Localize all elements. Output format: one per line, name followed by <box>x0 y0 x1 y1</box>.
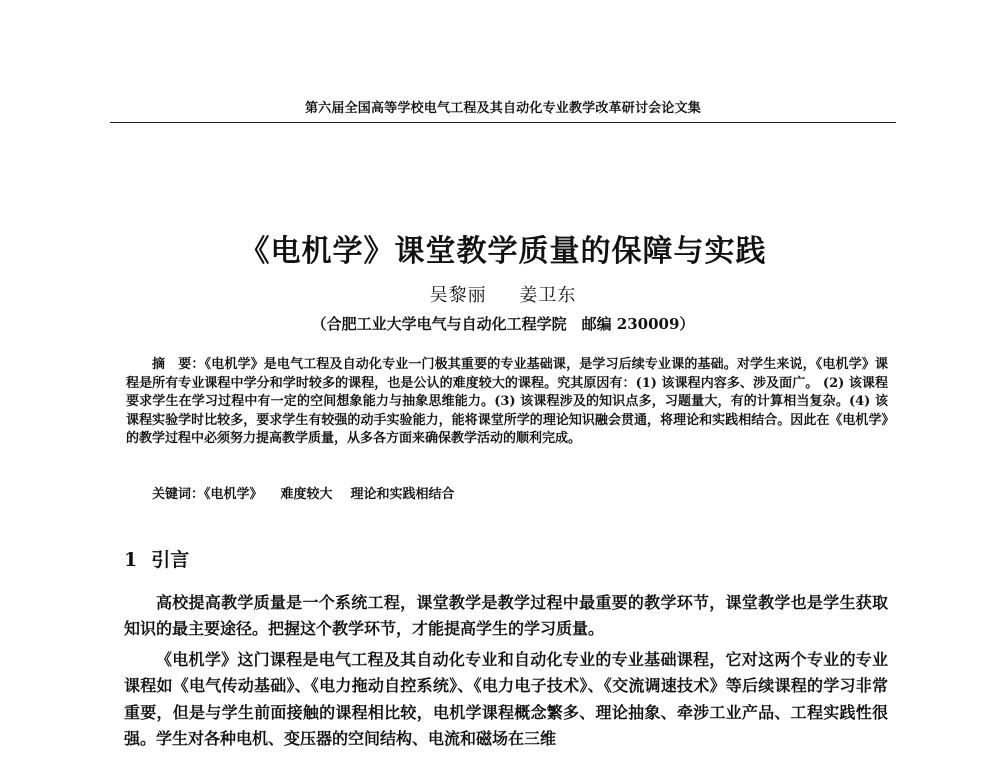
body-paragraph: 《电机学》这门课程是电气工程及其自动化专业和自动化专业的专业基础课程，它对这两个专业的专业课程如《电气传动基础》、《电力拖动自控系统》、《电力电子技术》、《交流调速技术》等后续课程的学习非常重要，但是与学生前面接触的课程相比较，电机学课程概念繁多、理论抽象、牵涉工业产品、工程实践性很强。学生对各种电机、变压器的空间结构、电流和磁场在三维 <box>124 650 888 749</box>
section-number: 1 <box>124 549 138 571</box>
paper-title: 《电机学》课堂教学质量的保障与实践 <box>239 234 767 270</box>
author-name: 吴黎丽 <box>429 285 487 306</box>
header-rule <box>110 122 896 123</box>
keywords <box>152 486 888 504</box>
author-list <box>110 284 896 308</box>
keyword: 理论和实践相结合 <box>350 487 455 502</box>
body-paragraph: 高校提高教学质量是一个系统工程，课堂教学是教学过程中最重要的教学环节，课堂教学也是学生获取知识的最主要途径。把握这个教学环节，才能提高学生的学习质量。 <box>124 593 888 639</box>
abstract: 摘 要：《电机学》是电气工程及自动化专业一门极其重要的专业基础课，是学习后续专业课的基础。对学生来说，《电机学》课程是所有专业课程中学分和学时较多的课程，也是公认的难度较大的课程。究其原因有：(1) 该课程内容多、涉及面广。 (2) 该课程要求学生在学习过程中有一定的空间想象能力与抽象思维能力。(3) 该课程涉及的知识点多，习题量大，有的计算相当复杂。(4) 该课程实验学时比较多，要求学生有较强的动手实验能力，能将课堂所学的理论知识融会贯通，将理论和实践相结合。因此在《电机学》的教学过程中必须努力提高教学质量，从多各方面来确保教学活动的顺利完成。 <box>126 357 888 447</box>
running-header: 第六届全国高等学校电气工程及其自动化专业教学改革研讨会论文集 <box>304 101 701 116</box>
keyword: 难度较大 <box>280 487 333 502</box>
keywords-label: 关键词： <box>152 487 205 502</box>
section-title: 引言 <box>151 549 190 571</box>
author-name: 姜卫东 <box>519 285 577 306</box>
author-affiliation: （合肥工业大学电气与自动化工程学院 邮编 230009） <box>311 315 695 333</box>
section-heading <box>124 548 189 572</box>
keyword: 《电机学》 <box>204 487 263 502</box>
